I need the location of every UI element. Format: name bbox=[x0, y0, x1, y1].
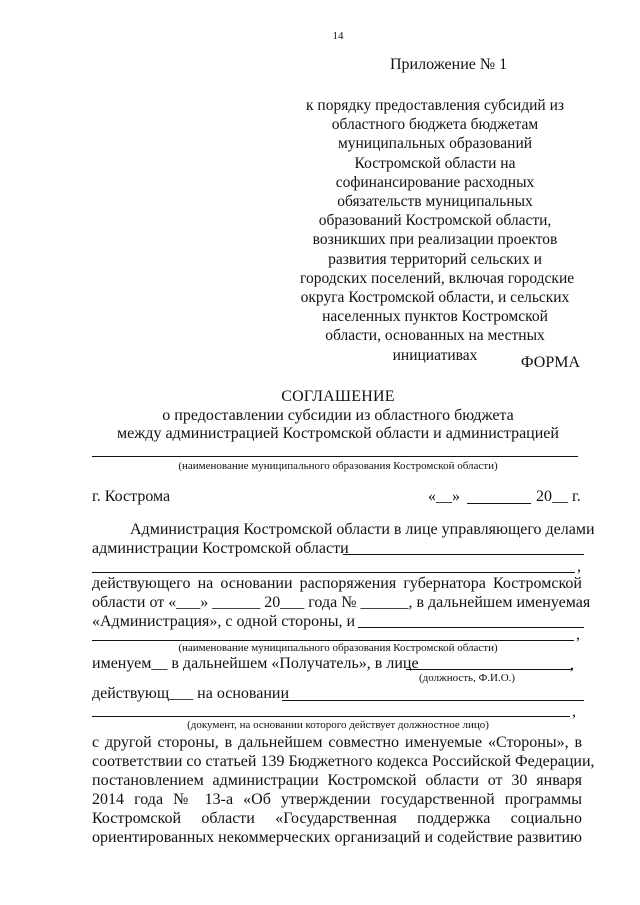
comma: , bbox=[572, 703, 576, 720]
document-fill-line[interactable] bbox=[92, 716, 570, 717]
appendix-line: обязательств муниципальных bbox=[337, 193, 533, 211]
position-fill-line[interactable] bbox=[406, 669, 572, 670]
appendix-line: округа Костромской области, и сельских bbox=[300, 289, 570, 307]
comma: , bbox=[576, 626, 580, 643]
appendix-line: населенных пунктов Костромской bbox=[322, 308, 548, 326]
agreement-subtitle: между администрацией Костромской области и администрацией bbox=[117, 425, 559, 442]
appendix-line: образований Костромской области, bbox=[318, 212, 552, 230]
paragraph-text: действующ___ на основании bbox=[92, 685, 290, 702]
paragraph-text: области от «___» ______ 20___ года № ______, в дальнейшем именуемая bbox=[92, 594, 591, 611]
comma: , bbox=[577, 558, 581, 575]
paragraph-text: действующего на основании распоряжения губернатора Костромской bbox=[92, 575, 582, 592]
document-fill-line[interactable] bbox=[282, 700, 584, 701]
appendix-title: Приложение № 1 bbox=[390, 56, 508, 73]
appendix-line: софинансирование расходных bbox=[335, 173, 535, 191]
body-line: ориентированных некоммерческих организаций и содействие развитию bbox=[92, 829, 582, 846]
document-caption: (документ, на основании которого действует должностное лицо) bbox=[187, 719, 489, 731]
manager-fill-line[interactable] bbox=[92, 572, 575, 573]
appendix-line: инициативах bbox=[392, 346, 478, 364]
comma: , bbox=[570, 656, 574, 673]
municipality-caption: (наименование муниципального образования Костромской области) bbox=[178, 642, 498, 654]
paragraph-text: именуем__ в дальнейшем «Получатель», в лице bbox=[92, 655, 419, 672]
body-line: 2014 года № 13-а «Об утверждении государственной программы bbox=[92, 791, 582, 808]
manager-fill-line[interactable] bbox=[343, 554, 584, 555]
paragraph-text: администрации Костромской области bbox=[92, 540, 349, 557]
appendix-description bbox=[300, 96, 575, 365]
paragraph-text: Администрация Костромской области в лице управляющего делами bbox=[130, 521, 595, 538]
recipient-fill-line[interactable] bbox=[358, 627, 584, 628]
appendix-line: муниципальных образований bbox=[337, 135, 533, 153]
appendix-line: области, основанных на местных bbox=[325, 327, 545, 345]
city-label: г. Кострома bbox=[92, 488, 171, 505]
date-day: «__» bbox=[428, 488, 460, 505]
recipient-fill-line[interactable] bbox=[92, 640, 574, 641]
appendix-line: к порядку предоставления субсидий из bbox=[306, 97, 564, 114]
form-label: ФОРМА bbox=[520, 354, 580, 371]
appendix-line: городских поселений, включая городские bbox=[300, 269, 575, 287]
body-line: с другой стороны, в дальнейшем совместно именуемые «Стороны», в bbox=[92, 734, 582, 751]
body-line: Костромской области «Государственная поддержка социально bbox=[92, 810, 582, 827]
page-number: 14 bbox=[332, 30, 344, 42]
body-line: соответствии со статьей 139 Бюджетного кодекса Российской Федерации, bbox=[92, 753, 595, 770]
paragraph-text: «Администрация», с одной стороны, и bbox=[92, 613, 356, 630]
date-year: 20__ г. bbox=[536, 488, 581, 505]
appendix-line: областного бюджета бюджетам bbox=[331, 116, 539, 134]
appendix-line: Костромской области на bbox=[354, 154, 516, 172]
appendix-line: возникших при реализации проектов bbox=[312, 231, 558, 249]
position-caption: (должность, Ф.И.О.) bbox=[419, 672, 516, 684]
appendix-line: развития территорий сельских и bbox=[328, 250, 542, 268]
agreement-subtitle: о предоставлении субсидии из областного бюджета bbox=[162, 407, 514, 424]
body-line: постановлением администрации Костромской области от 30 января bbox=[92, 772, 582, 789]
municipality-caption: (наименование муниципального образования Костромской области) bbox=[178, 460, 498, 472]
date-month-line[interactable] bbox=[467, 503, 531, 504]
municipality-fill-line[interactable] bbox=[92, 456, 578, 457]
agreement-title: СОГЛАШЕНИЕ bbox=[281, 388, 395, 405]
